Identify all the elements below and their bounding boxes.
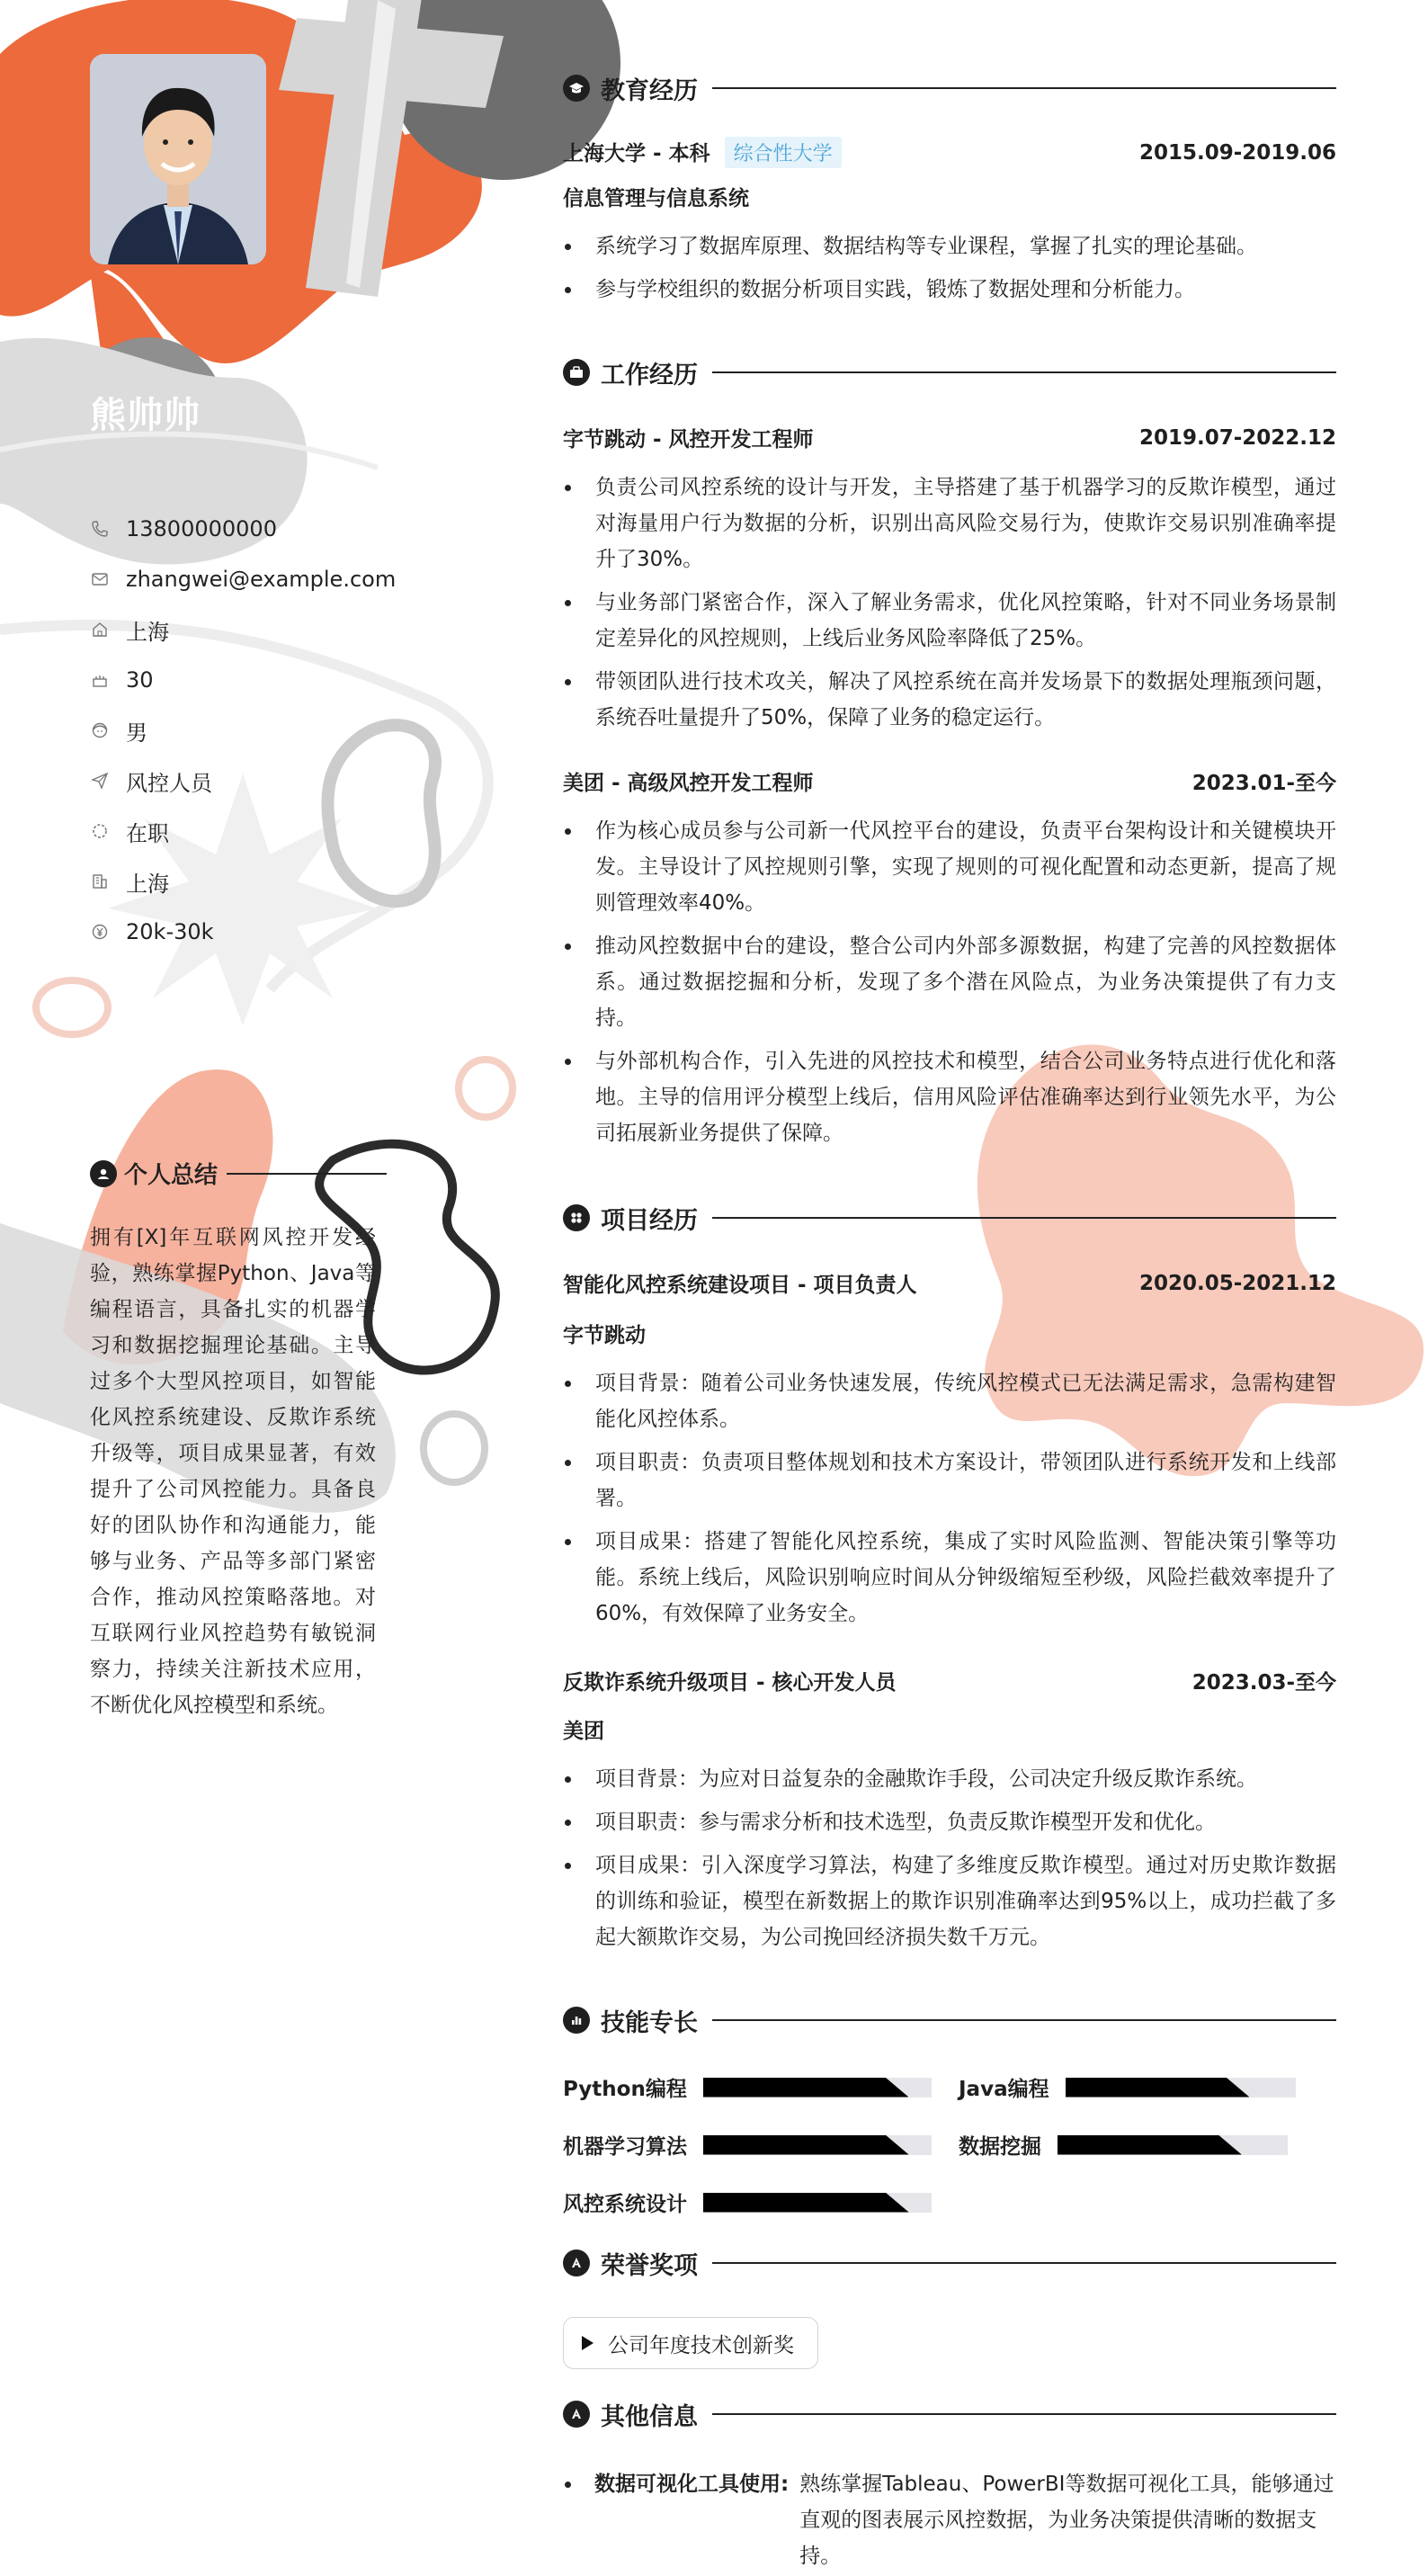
job-2-row: [563, 766, 1336, 796]
project-1-org: 字节跳动: [563, 1324, 646, 1347]
graduation-cap-icon: [563, 75, 590, 102]
list-item: 推动风控数据中台的建设，整合公司内外部多源数据，构建了完善的风控数据体系。通过数据挖掘和分析，发现了多个潜在风险点，为业务决策提供了有力支持。: [563, 928, 1336, 1036]
send-icon: [90, 771, 110, 791]
projects-divider: [712, 1217, 1336, 1219]
project-2-row: [563, 1666, 1336, 1695]
status-icon: [90, 821, 110, 841]
email-text: zhangwei@example.com: [126, 567, 397, 592]
school-type-badge: 综合性大学: [725, 137, 842, 168]
city-text: 上海: [126, 619, 169, 645]
work-city-text: 上海: [126, 871, 169, 897]
play-triangle-icon: [582, 2336, 594, 2350]
info-status: [90, 806, 396, 856]
list-item: 与业务部门紧密合作，深入了解业务需求，优化风控策略，针对不同业务场景制定差异化的风控规则，上线后业务风险率降低了25%。: [563, 585, 1336, 657]
job-2-bullets: [563, 813, 1336, 1158]
skill-ml: [563, 2130, 932, 2160]
building-icon: [90, 872, 110, 891]
education-bullets: [563, 228, 1336, 315]
skill-bar: [1058, 2135, 1288, 2155]
list-item: 系统学习了数据库原理、数据结构等专业课程，掌握了扎实的理论基础。: [563, 228, 1336, 264]
skill-bar-fill: [1066, 2078, 1250, 2097]
list-item: 项目背景：随着公司业务快速发展，传统风控模式已无法满足需求，急需构建智能化风控体系。: [563, 1365, 1336, 1437]
skill-name: 机器学习算法: [563, 2135, 687, 2159]
status-text: 在职: [126, 820, 169, 846]
phone-text: 13800000000: [126, 516, 277, 541]
skill-bar-fill: [1058, 2135, 1242, 2155]
project-2-date: 2023.03-至今: [1191, 1671, 1336, 1695]
skill-bar: [703, 2135, 932, 2155]
phone-icon: [90, 519, 110, 539]
info-phone: [90, 504, 396, 554]
skills-heading: [563, 2002, 1336, 2038]
job-1-company: 字节跳动 - 风控开发工程师: [563, 428, 814, 452]
education-school: 上海大学 - 本科: [563, 142, 710, 165]
skill-name: 数据挖掘: [959, 2135, 1041, 2159]
skill-bar: [703, 2078, 932, 2097]
skill-python: [563, 2072, 932, 2102]
education-divider: [712, 87, 1336, 89]
education-heading: [563, 70, 1336, 106]
home-icon: [90, 620, 110, 640]
project-2-bullets: [563, 1761, 1336, 1963]
list-item: 项目成果：引入深度学习算法，构建了多维度反欺诈模型。通过对历史欺诈数据的训练和验证，模型在新数据上的欺诈识别准确率达到95%以上，成功拦截了多起大额欺诈交易，为公司挽回经济损失数千万元。: [563, 1847, 1336, 1955]
list-item: 项目职责：参与需求分析和技术选型，负责反欺诈模型开发和优化。: [563, 1804, 1336, 1840]
list-item: 参与学校组织的数据分析项目实践，锻炼了数据处理和分析能力。: [563, 272, 1336, 308]
education-date: 2015.09-2019.06: [1138, 140, 1336, 165]
education-major: 信息管理与信息系统: [563, 187, 749, 210]
gender-text: 男: [126, 720, 147, 746]
avatar-portrait-icon: [90, 54, 266, 264]
other-item: [563, 2466, 1336, 2574]
job-2-company: 美团 - 高级风控开发工程师: [563, 772, 814, 795]
skill-name: Python编程: [563, 2078, 687, 2101]
project-2-org: 美团: [563, 1720, 604, 1743]
info-salary: [90, 907, 396, 957]
list-item: 项目背景：为应对日益复杂的金融欺诈手段，公司决定升级反欺诈系统。: [563, 1761, 1336, 1797]
other-title: 其他信息: [601, 2402, 698, 2431]
other-item-value: 熟练掌握Tableau、PowerBI等数据可视化工具，能够通过直观的图表展示风控数据，为业务决策提供清晰的数据支持。: [799, 2473, 1334, 2568]
grid-icon: [563, 1204, 590, 1231]
skills-title: 技能专长: [601, 2008, 698, 2037]
education-school-wrap: [563, 137, 842, 168]
list-item: 作为核心成员参与公司新一代风控平台的建设，负责平台架构设计和关键模块开发。主导设计了风控规则引擎，实现了规则的可视化配置和动态更新，提高了规则管理效率40%。: [563, 813, 1336, 921]
work-heading: [563, 354, 1336, 390]
list-item: 与外部机构合作，引入先进的风控技术和模型，结合公司业务特点进行优化和落地。主导的信用评分模型上线后，信用风险评估准确率达到行业领先水平，为公司拓展新业务提供了保障。: [563, 1043, 1336, 1151]
position-text: 风控人员: [126, 770, 212, 796]
other-info-icon: [563, 2401, 590, 2428]
skill-bar-fill: [703, 2078, 909, 2097]
contact-info-list: [90, 504, 396, 957]
job-2-date: 2023.01-至今: [1191, 772, 1336, 795]
projects-heading: [563, 1200, 1336, 1236]
list-item: 负责公司风控系统的设计与开发，主导搭建了基于机器学习的反欺诈模型，通过对海量用户行为数据的分析，识别出高风险交易行为，使欺诈交易识别准确率提升了30%。: [563, 470, 1336, 577]
info-work-city: [90, 856, 396, 907]
project-1-name: 智能化风控系统建设项目 - 项目负责人: [563, 1274, 917, 1297]
work-title: 工作经历: [601, 361, 698, 389]
awards-heading: [563, 2245, 1336, 2281]
project-1-bullets: [563, 1365, 1336, 1639]
awards-divider: [712, 2262, 1336, 2264]
list-item: 项目成果：搭建了智能化风控系统，集成了实时风险监测、智能决策引擎等功能。系统上线后，风险识别响应时间从分钟级缩短至秒级，风险拦截效率提升了60%，有效保障了业务安全。: [563, 1524, 1336, 1632]
project-1-row: [563, 1268, 1336, 1298]
salary-text: 20k-30k: [126, 919, 214, 944]
other-divider: [712, 2413, 1336, 2415]
summary-text: 拥有[X]年互联网风控开发经验，熟练掌握Python、Java等编程语言，具备扎实的机器学习和数据挖掘理论基础。主导过多个大型风控项目，如智能化风控系统建设、反欺诈系统升级等，项目成果显著，有效提升了公司风控能力。具备良好的团队协作和沟通能力，能够与业务、产品等多部门紧密合作，推动风控策略落地。对互联网行业风控趋势有敏锐洞察力，持续关注新技术应用，不断优化风控模型和系统。: [90, 1226, 376, 1717]
left-column: [0, 0, 504, 2576]
education-title: 教育经历: [601, 76, 698, 105]
salary-icon: [90, 922, 110, 942]
candidate-name: 熊帅帅: [90, 395, 201, 436]
gender-icon: [90, 720, 110, 740]
projects-title: 项目经历: [601, 1206, 698, 1235]
age-icon: [90, 670, 110, 690]
info-gender: [90, 705, 396, 756]
avatar: [90, 54, 266, 264]
mail-icon: [90, 569, 110, 589]
skill-bar-fill: [703, 2193, 909, 2213]
job-1-bullets: [563, 470, 1336, 743]
skill-data-mining: [959, 2130, 1288, 2160]
award-chip: [563, 2317, 818, 2369]
summary-title: 个人总结: [124, 1162, 219, 1189]
info-email: [90, 554, 396, 604]
info-position: [90, 756, 396, 806]
skill-bar: [1066, 2078, 1296, 2097]
list-item: 带领团队进行技术攻关，解决了风控系统在高并发场景下的数据处理瓶颈问题，系统吞吐量提升了50%，保障了业务的稳定运行。: [563, 664, 1336, 736]
user-circle-icon: [90, 1160, 117, 1187]
skill-risk-design: [563, 2187, 932, 2217]
age-text: 30: [126, 667, 154, 693]
skill-name: 风控系统设计: [563, 2193, 687, 2216]
list-item: 项目职责：负责项目整体规划和技术方案设计，带领团队进行系统开发和上线部署。: [563, 1445, 1336, 1516]
summary-divider: [227, 1173, 387, 1175]
project-1-date: 2020.05-2021.12: [1138, 1271, 1336, 1295]
skill-name: Java编程: [959, 2078, 1049, 2101]
skills-divider: [712, 2019, 1336, 2021]
summary-heading: [90, 1157, 387, 1190]
briefcase-icon: [563, 359, 590, 386]
award-text: 公司年度技术创新奖: [608, 2333, 794, 2357]
info-age: [90, 655, 396, 705]
other-item-key: 数据可视化工具使用:: [594, 2473, 790, 2496]
awards-title: 荣誉奖项: [601, 2251, 698, 2280]
work-divider: [712, 371, 1336, 373]
award-icon: [563, 2250, 590, 2276]
bullet-dot: [565, 2482, 571, 2488]
education-row: [563, 137, 1336, 168]
bar-chart-icon: [563, 2007, 590, 2034]
skill-bar-fill: [703, 2135, 909, 2155]
project-2-name: 反欺诈系统升级项目 - 核心开发人员: [563, 1671, 897, 1695]
job-1-date: 2019.07-2022.12: [1138, 425, 1336, 450]
skill-bar: [703, 2193, 932, 2213]
info-city: [90, 604, 396, 655]
skill-java: [959, 2072, 1296, 2102]
other-heading: [563, 2396, 1336, 2432]
job-1-row: [563, 423, 1336, 452]
